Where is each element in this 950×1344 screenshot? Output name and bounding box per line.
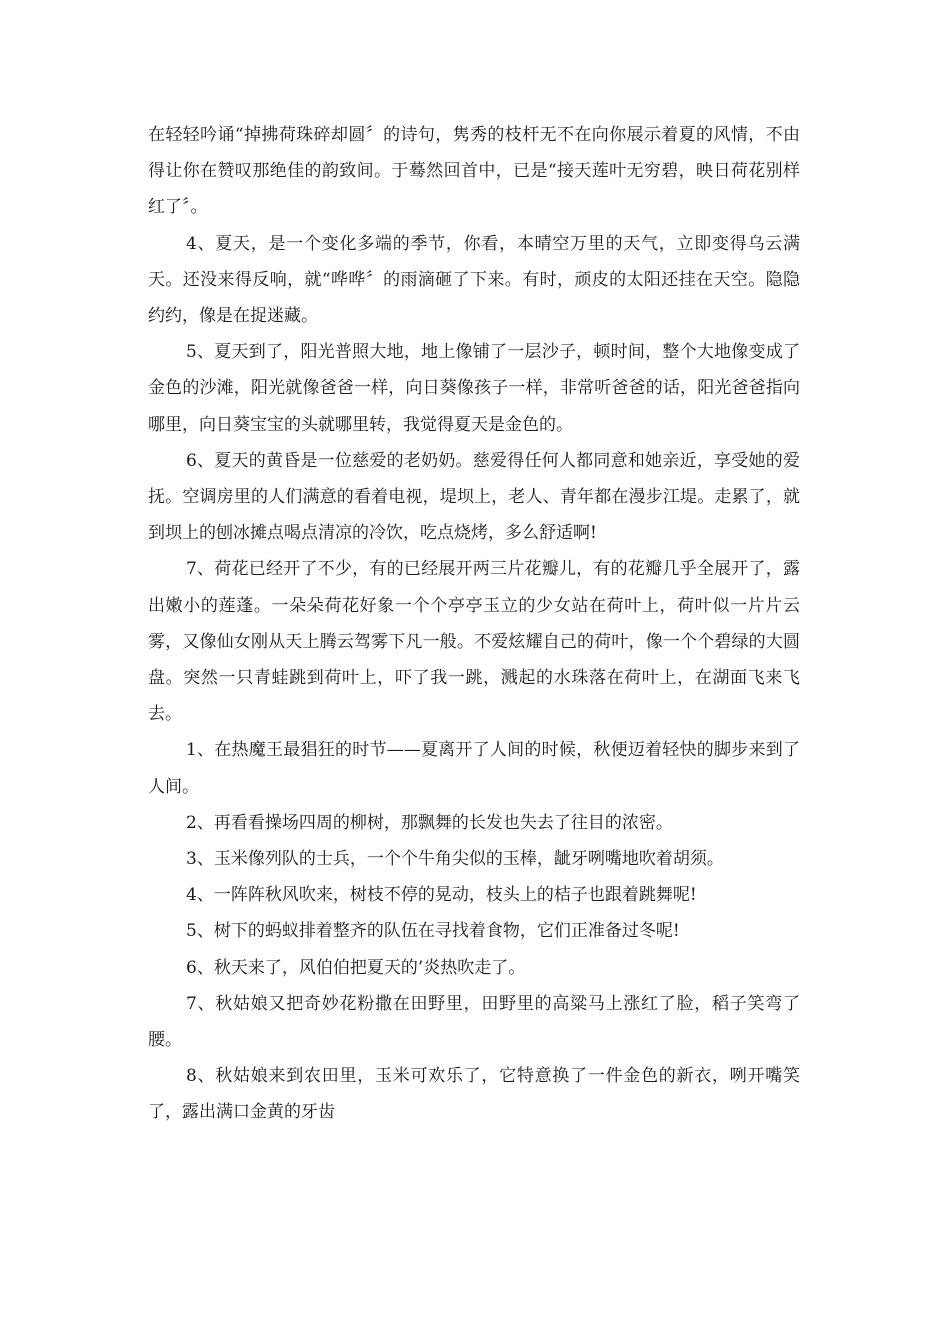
paragraph: 6、夏天的黄昏是一位慈爱的老奶奶。慈爱得任何人都同意和她亲近，享受她的爱抚。空调房里的人们满意的看着电视，堤坝上，老人、青年都在漫步江堤。走累了，就到坝上的刨冰摊点喝点清凉的冷饮，吃点烧烤，多么舒适啊!	[148, 450, 800, 544]
paragraph: 7、荷花已经开了不少，有的已经展开两三片花瓣儿，有的花瓣几乎全展开了，露出嫩小的莲蓬。一朵朵荷花好象一个个亭亭玉立的少女站在荷叶上，荷叶似一片片云雾，又像仙女刚从天上腾云驾雾下凡一般。不爱炫耀自己的荷叶，像一个个碧绿的大圆盘。突然一只青蛙跳到荷叶上，吓了我一跳，溅起的水珠落在荷叶上，在湖面飞来飞去。	[148, 559, 800, 725]
paragraph: 2、再看看操场四周的柳树，那飘舞的长发也失去了往目的浓密。	[186, 812, 673, 833]
paragraph: 3、玉米像列队的士兵，一个个牛角尖似的玉棒，龇牙咧嘴地吹着胡须。	[186, 849, 724, 870]
paragraph: 4、夏天，是一个变化多端的季节，你看，本晴空万里的天气，立即变得乌云满天。还没来得反响，就“哗哗〞的雨滴砸了下来。有时，顽皮的太阳还挂在天空。隐隐约约，像是在捉迷藏。	[148, 233, 800, 327]
paragraph: 7、秋姑娘又把奇妙花粉撒在田野里，田野里的高粱马上涨红了脸，稻子笑弯了腰。	[148, 993, 800, 1051]
paragraph: 8、秋姑娘来到农田里，玉米可欢乐了，它特意换了一件金色的新衣，咧开嘴笑了，露出满口金黄的牙齿	[148, 1066, 800, 1123]
document-body	[148, 117, 800, 1131]
paragraph: 5、夏天到了，阳光普照大地，地上像铺了一层沙子，顿时间，整个大地像变成了金色的沙滩，阳光就像爸爸一样，向日葵像孩子一样，非常听爸爸的话，阳光爸爸指向哪里，向日葵宝宝的头就哪里转，我觉得夏天是金色的。	[148, 342, 800, 435]
paragraph: 5、树下的蚂蚁排着整齐的队伍在寻找着食物，它们正准备过冬呢!	[186, 921, 680, 942]
paragraph: 6、秋天来了，风伯伯把夏天的’炎热吹走了。	[186, 957, 526, 978]
paragraph: 4、一阵阵秋风吹来，树枝不停的晃动，枝头上的桔子也跟着跳舞呢!	[186, 885, 697, 906]
paragraph: 1、在热魔王最猖狂的时节——夏离开了人间的时候，秋便迈着轻快的脚步来到了人间。	[148, 740, 800, 797]
paragraph: 在轻轻吟诵“掉拂荷珠碎却圆〞的诗句，隽秀的枝杆无不在向你展示着夏的风情，不由得让你在赞叹那绝佳的韵致间。于蓦然回首中，已是“接天莲叶无穷碧，映日荷花别样红了〞。	[148, 125, 800, 218]
